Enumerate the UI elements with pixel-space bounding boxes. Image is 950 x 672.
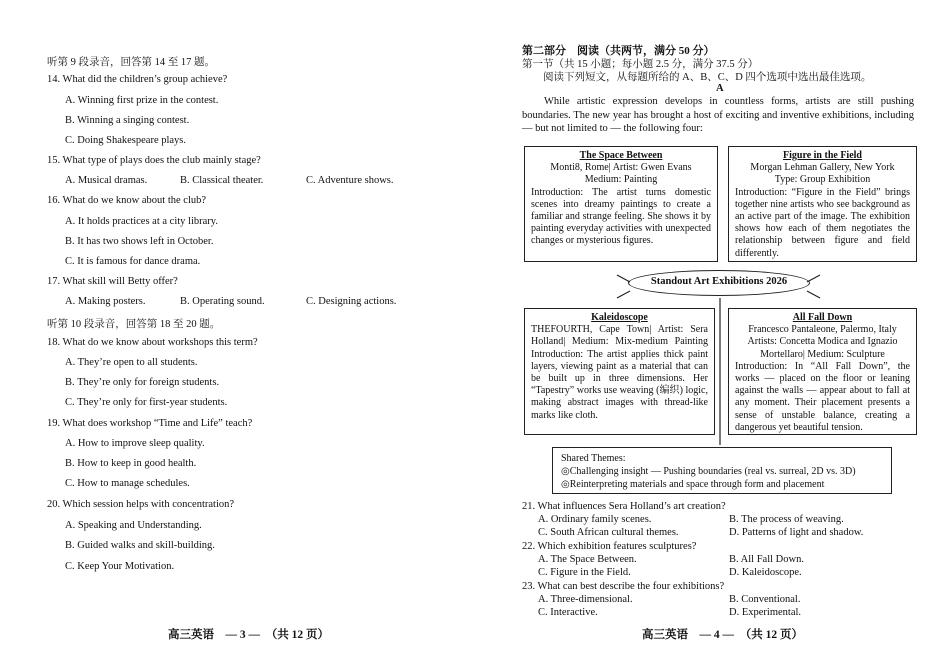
- q19-stem: 19. What does workshop “Time and Life” teach?: [47, 418, 253, 429]
- q23-stem: 23. What can best describe the four exhibitions?: [522, 581, 725, 592]
- box2-type: Type: Group Exhibition: [774, 174, 871, 186]
- section9-intro: 听第 9 段录音，回答第 14 至 17 题。: [47, 57, 215, 68]
- q17-stem: 17. What skill will Betty offer?: [47, 276, 178, 287]
- passage-intro-line-3: — but not limited to — the following four:: [522, 123, 703, 134]
- exhibition-box-figure-in-field: [728, 146, 917, 262]
- box2-location: Morgan Lehman Gallery, New York: [750, 162, 895, 174]
- q20-option-b[interactable]: B. Guided walks and skill-building.: [65, 540, 215, 551]
- q20-option-c[interactable]: C. Keep Your Motivation.: [65, 561, 175, 572]
- q17-option-c[interactable]: C. Designing actions.: [306, 296, 397, 307]
- q18-option-c[interactable]: C. They’re only for first-year students.: [65, 397, 228, 408]
- passage-letter: A: [716, 83, 724, 94]
- q22-stem: 22. Which exhibition features sculptures?: [522, 541, 697, 552]
- box4-medium: Mortellaro| Medium: Sculpture: [760, 348, 885, 360]
- box4-introduction: Introduction: In “All Fall Down”, the works — placed on the floor or leaning against the walls — appear about to fall at any moment. Their placement presents a sense of unstable balance, creating a dangerous yet beautiful tension.: [735, 360, 910, 433]
- right-page-footer: 高三英语 — 4 — （共 12 页）: [642, 629, 803, 641]
- box3-introduction: THEFOURTH, Cape Town| Artist: Sera Holland| Medium: Mix-medium Painting Introduction: The artist applies thick paint layers, viewing paint as a material that can be built up in three dimensions. Her “Tapestry” works use weaving (编织) logic, making abstract images with thread-like marks like cloth.: [531, 324, 708, 421]
- box1-introduction: Introduction: The artist turns domestic scenes into dreamy paintings to create a familiar and strange feeling. She shows it by painting everyday activities with unexpected changes or mysterious figures.: [531, 186, 711, 247]
- q15-stem: 15. What type of plays does the club mainly stage?: [47, 155, 261, 166]
- q19-option-c[interactable]: C. How to manage schedules.: [65, 478, 190, 489]
- q17-option-a[interactable]: A. Making posters.: [65, 296, 146, 307]
- part-title: 第二部分 阅读（共两节，满分 50 分）: [522, 45, 715, 57]
- section10-intro: 听第 10 段录音，回答第 18 至 20 题。: [47, 319, 221, 330]
- q21-option-d[interactable]: D. Patterns of light and shadow.: [729, 527, 864, 538]
- passage-intro-line-2: boundaries. The new year has brought a host of exciting and inventive exhibitions, including: [522, 109, 914, 121]
- q15-option-a[interactable]: A. Musical dramas.: [65, 175, 148, 186]
- q22-option-c[interactable]: C. Figure in the Field.: [538, 567, 631, 578]
- q18-stem: 18. What do we know about workshops this term?: [47, 337, 258, 348]
- q20-stem: 20. Which session helps with concentration?: [47, 499, 235, 510]
- exhibition-box-kaleidoscope: [524, 308, 715, 435]
- q14-option-c[interactable]: C. Doing Shakespeare plays.: [65, 135, 187, 146]
- left-page-footer: 高三英语 — 3 — （共 12 页）: [168, 629, 329, 641]
- section-title: 第一节（共 15 小题；每小题 2.5 分，满分 37.5 分）: [522, 59, 759, 70]
- q19-option-b[interactable]: B. How to keep in good health.: [65, 458, 197, 469]
- center-label: Standout Art Exhibitions 2026: [650, 276, 788, 287]
- q18-option-a[interactable]: A. They’re open to all students.: [65, 357, 198, 368]
- exhibition-box-space-between: [524, 146, 718, 262]
- q17-option-b[interactable]: B. Operating sound.: [180, 296, 265, 307]
- shared-themes-box: [552, 447, 892, 494]
- q21-option-b[interactable]: B. The process of weaving.: [729, 514, 844, 525]
- q23-option-d[interactable]: D. Experimental.: [729, 607, 802, 618]
- box1-location: Monti8, Rome| Artist: Gwen Evans: [550, 162, 692, 174]
- theme-1: ◎Challenging insight — Pushing boundaries (real vs. surreal, 2D vs. 3D): [561, 466, 856, 477]
- q22-option-d[interactable]: D. Kaleidoscope.: [729, 567, 802, 578]
- box3-title: Kaleidoscope: [591, 312, 648, 323]
- box2-introduction: Introduction: “Figure in the Field” brings together nine artists who see background as an active part of the image. The exhibition shows how each of them negotiates the relationship between figure and field differently.: [735, 186, 910, 259]
- q22-option-b[interactable]: B. All Fall Down.: [729, 554, 804, 565]
- q16-stem: 16. What do we know about the club?: [47, 195, 207, 206]
- q15-option-c[interactable]: C. Adventure shows.: [306, 175, 394, 186]
- box4-artists: Artists: Concetta Modica and Ignazio: [747, 336, 898, 348]
- box4-location: Francesco Pantaleone, Palermo, Italy: [748, 324, 897, 336]
- q23-option-c[interactable]: C. Interactive.: [538, 607, 598, 618]
- q14-option-b[interactable]: B. Winning a singing contest.: [65, 115, 190, 126]
- q15-option-b[interactable]: B. Classical theater.: [180, 175, 264, 186]
- box1-medium: Medium: Painting: [584, 174, 658, 186]
- theme-2: ◎Reinterpreting materials and space through form and placement: [561, 479, 825, 490]
- q21-option-a[interactable]: A. Ordinary family scenes.: [538, 514, 652, 525]
- q21-stem: 21. What influences Sera Holland’s art creation?: [522, 501, 726, 512]
- box4-title: All Fall Down: [792, 312, 853, 323]
- q16-option-b[interactable]: B. It has two shows left in October.: [65, 236, 214, 247]
- box1-title: The Space Between: [579, 150, 663, 161]
- q16-option-a[interactable]: A. It holds practices at a city library.: [65, 216, 218, 227]
- q16-option-c[interactable]: C. It is famous for dance drama.: [65, 256, 201, 267]
- q19-option-a[interactable]: A. How to improve sleep quality.: [65, 438, 205, 449]
- exhibition-box-all-fall-down: [728, 308, 917, 435]
- q21-option-c[interactable]: C. South African cultural themes.: [538, 527, 679, 538]
- q18-option-b[interactable]: B. They’re only for foreign students.: [65, 377, 220, 388]
- q23-option-b[interactable]: B. Conventional.: [729, 594, 801, 605]
- q14-option-a[interactable]: A. Winning first prize in the contest.: [65, 95, 219, 106]
- themes-title: Shared Themes:: [561, 453, 626, 464]
- q22-option-a[interactable]: A. The Space Between.: [538, 554, 637, 565]
- q14-stem: 14. What did the children’s group achieve?: [47, 74, 228, 85]
- reading-instruction: 阅读下列短文，从每题所给的 A、B、C、D 四个选项中选出最佳选项。: [543, 72, 872, 83]
- box2-title: Figure in the Field: [783, 150, 862, 161]
- q23-option-a[interactable]: A. Three-dimensional.: [538, 594, 633, 605]
- passage-intro-line-1: While artistic expression develops in countless forms, artists are still pushing: [544, 96, 914, 107]
- q20-option-a[interactable]: A. Speaking and Understanding.: [65, 520, 202, 531]
